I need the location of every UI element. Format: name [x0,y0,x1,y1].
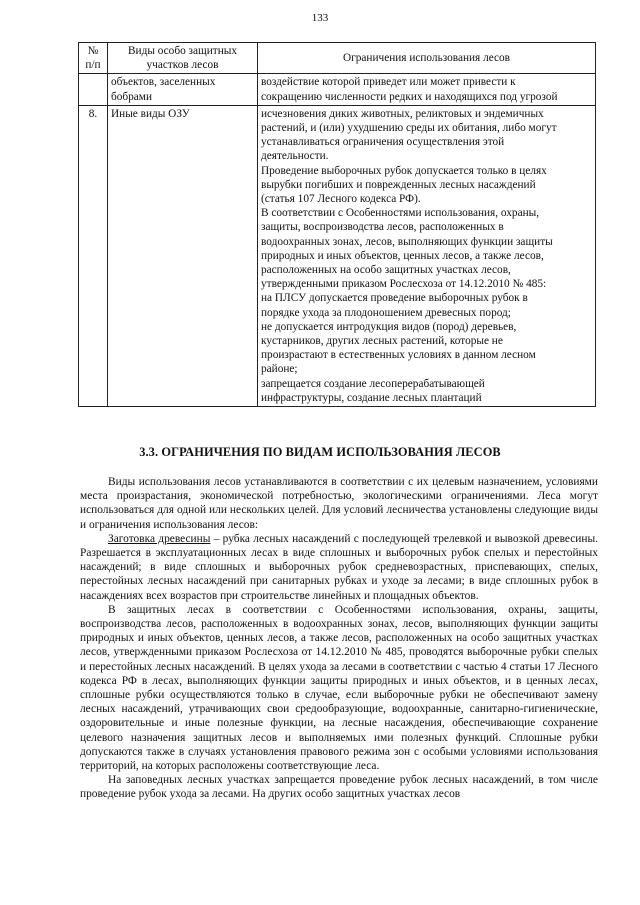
cell-line: водоохранных зонах, лесов, выполняющих функции защиты [261,235,553,248]
cell-line: (статья 107 Лесного кодекса РФ). [261,193,421,206]
cell-line: утвержденными приказом Рослесхоза от 14.12.2010 № 485: [261,278,547,291]
cell-line: инфраструктуры, создание лесных плантаций [261,391,482,404]
cell-line: кустарников, других лесных растений, которые не [261,335,503,348]
row-area-type [108,74,258,105]
paragraph [80,532,598,603]
page-number: 133 [311,12,329,24]
cell-line: Иные виды ОЗУ [111,107,190,120]
cell-line: расположенных на особо защитных участках лесов, [261,264,511,277]
underlined-term: Заготовка древесины [108,532,211,545]
section-heading: 3.3. ОГРАНИЧЕНИЯ ПО ВИДАМ ИСПОЛЬЗОВАНИЯ ЛЕСОВ [139,445,501,459]
paragraph: На заповедных лесных участках запрещается проведение рубок лесных насаждений, в том числе проведение рубок ухода за лесами. На других особо защитных участках лесов [80,774,598,801]
cell-line: воздействие которой приведет или может привести к [261,76,516,89]
cell-line: бобрами [111,90,153,103]
cell-line: районе; [261,363,298,376]
table-row [79,105,596,406]
row-area-type [108,105,258,406]
paragraph-text: – рубка лесных насаждений с последующей трелевкой и вывозкой древесины. Разрешается в эксплуатационных лесах в виде сплошных и выборочных рубок спелых и перестойных насаждений; в виде сплошных и выборочных рубок средневозрастных, приспевающих, спелых, перестойных лесных насаждений при санитарных рубках и уходе за лесами; в виде сплошных рубок в насаждениях всех возрастов при строительстве линейных и площадных объектов. [80,532,598,602]
cell-line: растений, и (или) ухудшению среды их обитания, либо могут [261,122,557,135]
paragraph: Виды использования лесов устанавливаются в соответствии с их целевым назначением, условиями места произрастания, экономической потребностью, экологическими ограничениями. Леса могут использоваться для одной или нескольких целей. Для условий лесничества установлены следующие виды и ограничения использования лесов: [80,476,598,531]
cell-line: Проведение выборочных рубок допускается только в целях [261,164,547,177]
cell-line: В соответствии с Особенностями использования, охраны, [261,207,540,220]
row-restrictions [258,105,596,406]
cell-line: устанавливаться ограничения осуществления этой [261,136,505,149]
cell-line: деятельности. [261,150,329,163]
cell-line: объектов, заселенных [111,76,216,89]
row-restrictions [258,74,596,105]
paragraph: В защитных лесах в соответствии с Особенностями использования, охраны, защиты, воспроизводства лесов, расположенных в водоохранных зонах, лесов, выполняющих функции защиты природных и иных объектов, ценных лесов, а также лесов, расположенных на особо защитных участках лесов, утвержденными приказом Рослесхоза от 14.12.2010 № 485, проводятся выборочные рубки спелых и перестойных лесных насаждений. В целях ухода за лесами в соответствии с частью 4 статьи 17 Лесного кодекса РФ в лесах, выполняющих функции защиты природных и иных объектов, и в ценных лесах, сплошные рубки осуществляются только в случае, если выборочные рубки не обеспечивают замену лесных насаждений, утрачивающих свои средообразующие, водоохранные, санитарно-гигиенические, оздоровительные и иные полезные функции, на лесные насаждения, обеспечивающие сохранение целевого назначения защитных лесов и выполняемых ими полезных функций. Сплошные рубки допускаются также в случаях установления правового режима зон с особыми условиями использования территорий, на которых расположены соответствующие леса. [80,603,598,773]
table-row [79,74,596,105]
cell-line: защиты, воспроизводства лесов, расположенных в [261,221,504,234]
cell-line: исчезновения диких животных, реликтовых и эндемичных [261,107,544,120]
row-number: 8. [79,105,108,406]
header-restrictions: Ограничения использования лесов [258,43,596,74]
row-number [79,74,108,105]
cell-line: порядке ухода за плодоношением древесных пород; [261,306,511,319]
cell-line: вырубки погибших и поврежденных лесных насаждений [261,178,536,191]
cell-line: запрещается создание лесоперерабатывающей [261,377,485,390]
cell-line: природных и иных объектов, ценных лесов, а также лесов, [261,249,544,262]
header-number: № п/п [79,43,108,74]
restrictions-table [78,42,596,407]
cell-line: на ПЛСУ допускается проведение выборочных рубок в [261,292,528,305]
cell-line: сокращению численности редких и находящихся под угрозой [261,90,558,103]
cell-line: не допускается интродукция видов (пород) деревьев, [261,320,517,333]
body-text [80,475,598,802]
table-header-row [79,43,596,74]
header-area-type: Виды особо защитных участков лесов [108,43,258,74]
cell-line: произрастают в естественных условиях в данном лесном [261,349,536,362]
